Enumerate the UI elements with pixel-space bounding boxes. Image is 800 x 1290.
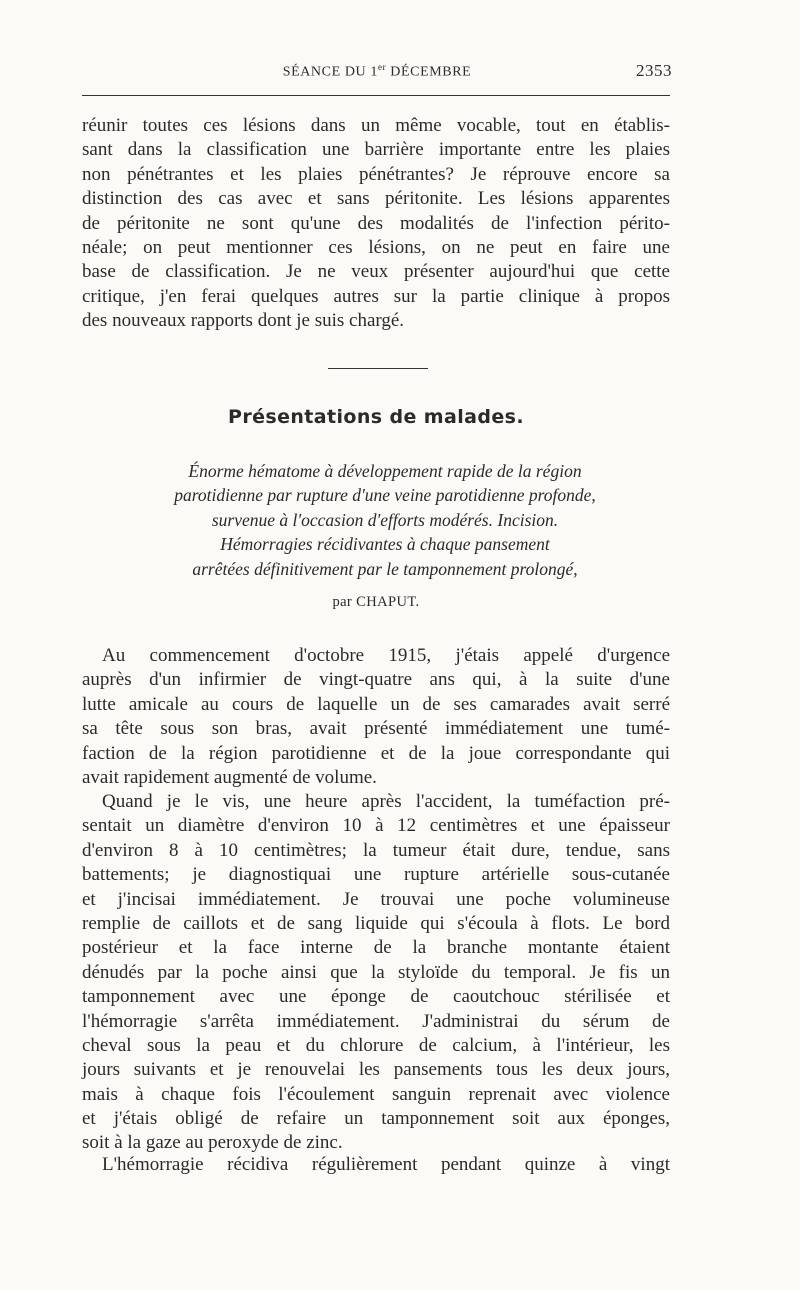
case-title-line: parotidienne par rupture d'une veine parotidienne profonde, <box>174 485 596 506</box>
case-title <box>100 459 670 581</box>
text-line: jours suivants et je renouvelai les pansements tous les deux jours, <box>82 1059 670 1081</box>
running-title <box>82 62 672 81</box>
text-line: l'hémorragie s'arrêta immédiatement. J'administrai du sérum de <box>82 1010 670 1032</box>
text-line: dénudés par la poche ainsi que la styloïde du temporal. Je fis un <box>82 961 670 983</box>
author-byline: par CHAPUT. <box>332 594 420 610</box>
text-line: L'hémorragie récidiva régulièrement pendant quinze à vingt <box>102 1154 670 1175</box>
text-line: et j'incisai immédiatement. Je trouvai une poche volumineuse <box>82 888 670 910</box>
text-line: distinction des cas avec et sans péritonite. Les lésions apparentes <box>82 188 670 210</box>
text-line: des nouveaux rapports dont je suis chargé. <box>82 310 405 332</box>
text-line: soit à la gaze au peroxyde de zinc. <box>82 1132 343 1154</box>
section-title: Présentations de malades. <box>228 406 524 428</box>
text-line: Au commencement d'octobre 1915, j'étais appelé d'urgence <box>102 645 670 666</box>
running-title-superscript: er <box>377 62 387 72</box>
running-header <box>82 58 672 84</box>
text-line: sa tête sous son bras, avait présenté immédiatement une tumé- <box>82 718 670 740</box>
text-line: lutte amicale au cours de laquelle un de ses camarades avait serré <box>82 693 670 715</box>
running-title-part: DÉCEMBRE <box>386 64 472 80</box>
section-separator <box>328 368 428 369</box>
text-line: mais à chaque fois l'écoulement sanguin reprenait avec violence <box>82 1083 670 1105</box>
header-rule <box>82 95 670 96</box>
text-line: auprès d'un infirmier de vingt-quatre ans qui, à la suite d'une <box>82 669 670 691</box>
text-line: battements; je diagnostiquai une rupture artérielle sous-cutanée <box>82 864 670 886</box>
text-line: néale; on peut mentionner ces lésions, on ne peut en faire une <box>82 236 670 258</box>
text-line: d'environ 8 à 10 centimètres; la tumeur était dure, tendue, sans <box>82 839 670 861</box>
running-title-part: SÉANCE DU 1 <box>282 64 378 80</box>
case-title-line: Énorme hématome à développement rapide de la région <box>188 461 582 481</box>
text-line: tamponnement avec une éponge de caoutchouc stérilisée et <box>82 986 670 1008</box>
text-line: base de classification. Je ne veux présenter aujourd'hui que cette <box>82 261 670 283</box>
paragraph-4 <box>82 1153 670 1177</box>
case-title-line: Hémorragies récidivantes à chaque pansement <box>220 534 550 555</box>
text-line: non pénétrantes et les plaies pénétrantes? Je réprouve encore sa <box>82 163 670 185</box>
text-line: Quand je le vis, une heure après l'accident, la tuméfaction pré- <box>102 791 670 812</box>
text-line: postérieur et la face interne de la branche montante étaient <box>82 937 670 959</box>
text-line: faction de la région parotidienne et de la joue correspondante qui <box>82 742 670 764</box>
text-line: remplie de caillots et de sang liquide qui s'écoula à flots. Le bord <box>82 912 670 934</box>
page-number: 2353 <box>636 61 672 80</box>
paragraph-1 <box>82 114 670 334</box>
text-line: sentait un diamètre d'environ 10 à 12 centimètres et une épaisseur <box>82 815 670 837</box>
text-line: sant dans la classification une barrière importante entre les plaies <box>82 139 670 161</box>
text-line: réunir toutes ces lésions dans un même vocable, tout en établis- <box>82 115 670 136</box>
text-line: critique, j'en ferai quelques autres sur la partie clinique à propos <box>82 285 670 307</box>
text-line: cheval sous la peau et du chlorure de calcium, à l'intérieur, les <box>82 1034 670 1056</box>
case-title-line: survenue à l'occasion d'efforts modérés. Incision. <box>211 509 559 530</box>
text-line: avait rapidement augmenté de volume. <box>82 766 377 788</box>
case-title-line: arrêtées définitivement par le tamponnement prolongé, <box>192 558 578 579</box>
paragraph-3 <box>82 790 670 1156</box>
paragraph-2 <box>82 644 670 790</box>
text-line: et j'étais obligé de refaire un tamponnement soit aux éponges, <box>82 1108 670 1130</box>
text-line: de péritonite ne sont qu'une des modalités de l'infection périto- <box>82 212 670 234</box>
